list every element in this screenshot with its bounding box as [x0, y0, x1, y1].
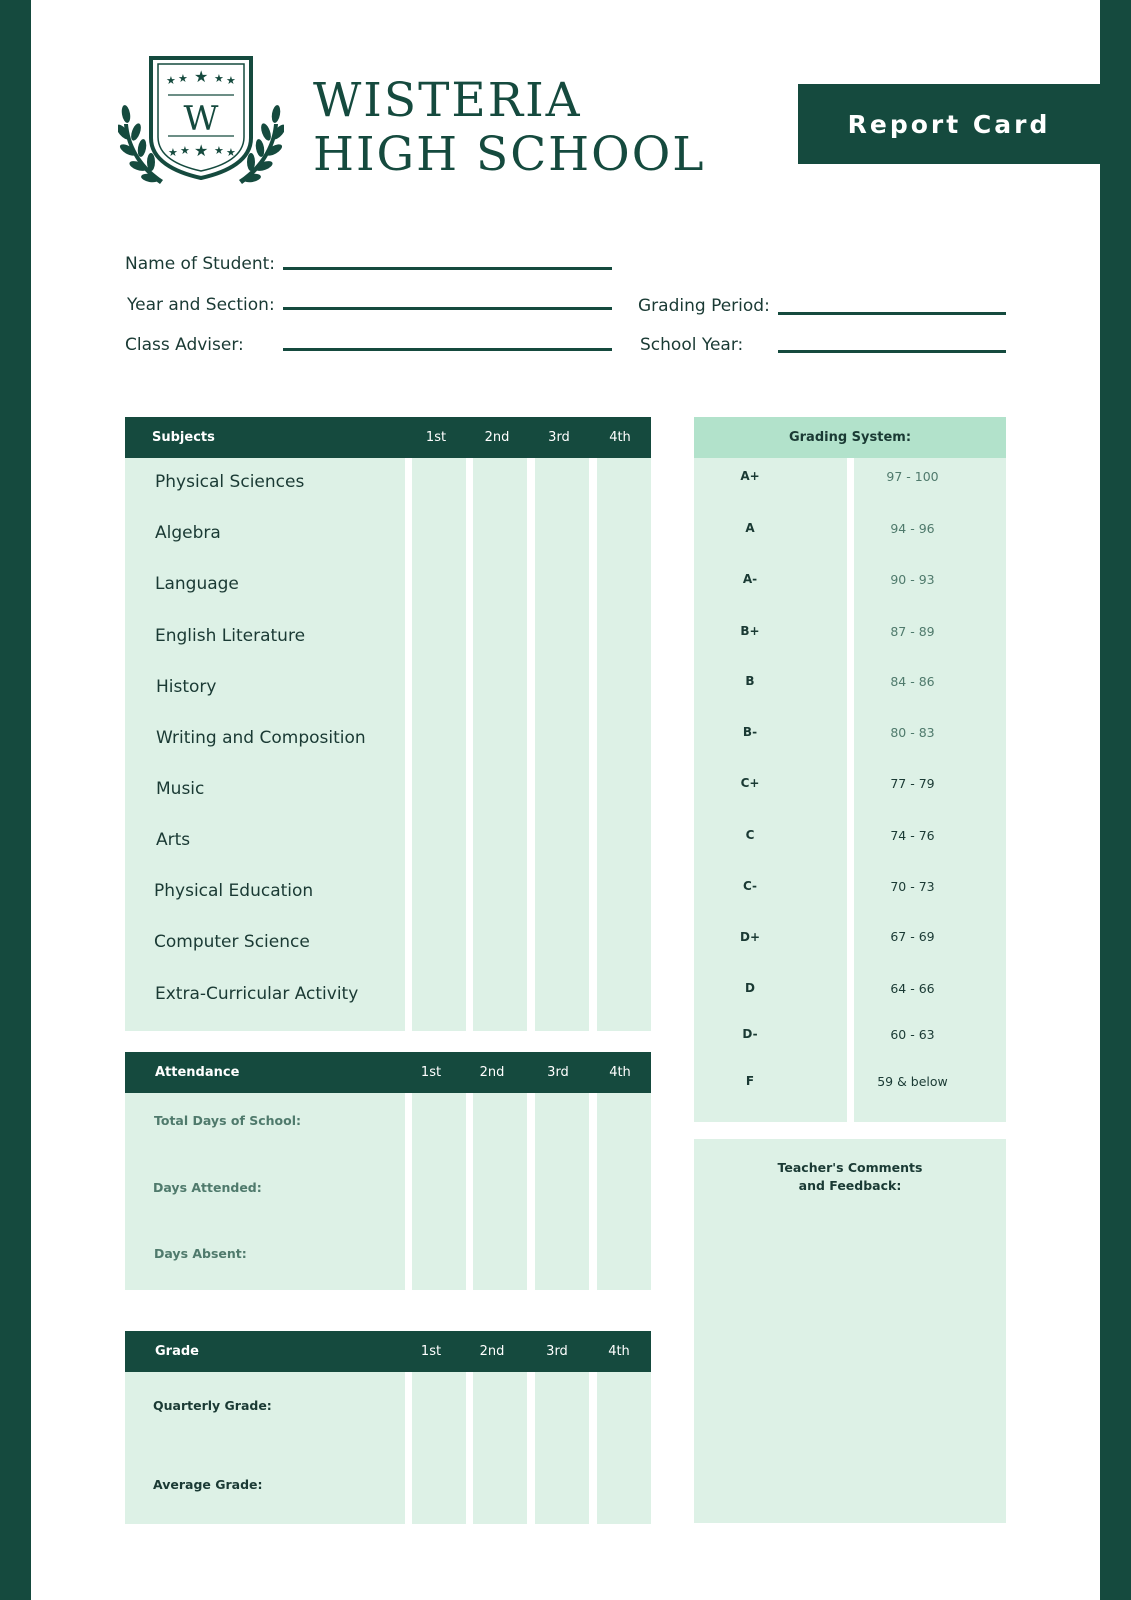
grade-letter-b-plus: B+ — [740, 624, 760, 638]
subjects-q1-column[interactable] — [412, 458, 466, 1031]
svg-text:★: ★ — [194, 141, 209, 160]
svg-text:★: ★ — [178, 72, 188, 85]
grade-label-column — [125, 1372, 405, 1524]
attendance-header-label: Attendance — [155, 1065, 240, 1080]
grading-period-label: Grading Period: — [638, 296, 770, 316]
svg-text:★: ★ — [226, 146, 236, 159]
svg-text:★: ★ — [194, 67, 209, 86]
subject-algebra: Algebra — [155, 523, 221, 543]
attendance-q2-column[interactable] — [473, 1093, 527, 1290]
grade-q2-column[interactable] — [473, 1372, 527, 1524]
grade-letter-d: D — [745, 981, 755, 995]
grade-range-a-minus: 90 - 93 — [890, 572, 935, 587]
year-and-section-label: Year and Section: — [127, 295, 275, 315]
school-name-line1: WISTERIA — [313, 73, 582, 128]
grade-letter-c-minus: C- — [742, 879, 758, 893]
subject-english-literature: English Literature — [155, 626, 306, 646]
name-of-student-label: Name of Student: — [125, 254, 275, 274]
attendance-q3-header: 3rd — [547, 1065, 569, 1080]
grade-letter-d-plus: D+ — [739, 930, 760, 944]
grade-range-b-plus: 87 - 89 — [890, 624, 935, 639]
subject-physical-education: Physical Education — [154, 881, 314, 901]
attendance-q2-header: 2nd — [479, 1065, 505, 1080]
subjects-q2-column[interactable] — [473, 458, 527, 1031]
average-grade-label: Average Grade: — [153, 1477, 263, 1492]
subject-history: History — [156, 677, 217, 697]
attendance-q4-header: 4th — [609, 1065, 631, 1080]
teacher-comments-line1: Teacher's Comments — [777, 1160, 923, 1175]
subject-music: Music — [156, 779, 205, 799]
grade-letter-f: F — [745, 1074, 755, 1088]
grade-range-a-plus: 97 - 100 — [886, 469, 939, 484]
attendance-q4-column[interactable] — [597, 1093, 651, 1290]
quarterly-grade-label: Quarterly Grade: — [153, 1398, 272, 1413]
grade-q4-header: 4th — [608, 1344, 630, 1359]
school-year-label: School Year: — [640, 335, 744, 355]
teacher-comments-box[interactable] — [694, 1139, 1006, 1523]
name-of-student-line[interactable] — [283, 267, 612, 270]
grade-range-a: 94 - 96 — [890, 521, 935, 536]
grade-letter-a-plus: A+ — [740, 469, 760, 483]
subject-physical-sciences: Physical Sciences — [155, 472, 305, 492]
grade-letter-c-plus: C+ — [740, 776, 760, 790]
attendance-q3-column[interactable] — [535, 1093, 589, 1290]
svg-text:★: ★ — [166, 74, 176, 87]
teacher-comments-title — [694, 1159, 1006, 1195]
svg-text:★: ★ — [214, 72, 224, 85]
attendance-table-header — [125, 1052, 651, 1093]
grade-range-c: 74 - 76 — [890, 828, 935, 843]
teacher-comments-line2: and Feedback: — [798, 1178, 902, 1193]
subject-extra-curricular-activity: Extra-Curricular Activity — [155, 984, 359, 1004]
grade-letter-b: B — [745, 674, 755, 688]
grade-range-b: 84 - 86 — [890, 674, 935, 689]
subjects-q3-column[interactable] — [535, 458, 589, 1031]
svg-text:★: ★ — [180, 144, 190, 157]
grade-q3-column[interactable] — [535, 1372, 589, 1524]
grading-period-line[interactable] — [778, 312, 1006, 315]
days-absent-label: Days Absent: — [154, 1246, 247, 1261]
report-card-banner: Report Card — [798, 84, 1100, 164]
grade-range-c-plus: 77 - 79 — [890, 776, 935, 791]
grade-range-b-minus: 80 - 83 — [890, 725, 935, 740]
school-year-line[interactable] — [778, 350, 1006, 353]
crest-letter: W — [183, 99, 219, 139]
left-border-stripe — [0, 0, 31, 1600]
attendance-q1-column[interactable] — [412, 1093, 466, 1290]
subjects-q3-header: 3rd — [548, 430, 570, 445]
grade-q1-column[interactable] — [412, 1372, 466, 1524]
year-and-section-line[interactable] — [283, 307, 612, 310]
days-attended-label: Days Attended: — [153, 1180, 262, 1195]
subjects-header-label: Subjects — [152, 430, 215, 445]
grade-letter-c: C — [745, 828, 755, 842]
subjects-q4-column[interactable] — [597, 458, 651, 1031]
subject-arts: Arts — [156, 830, 191, 850]
school-name-line2: HIGH SCHOOL — [313, 127, 706, 182]
grade-range-f: 59 & below — [877, 1074, 948, 1089]
subjects-q2-header: 2nd — [484, 430, 510, 445]
grade-letter-b-minus: B- — [742, 725, 758, 739]
grade-letter-a: A — [745, 521, 755, 535]
grade-range-d: 64 - 66 — [890, 981, 935, 996]
grade-range-d-plus: 67 - 69 — [890, 929, 935, 944]
class-adviser-label: Class Adviser: — [125, 335, 244, 355]
grade-range-c-minus: 70 - 73 — [890, 879, 935, 894]
school-name — [313, 74, 705, 182]
total-days-of-school-label: Total Days of School: — [154, 1113, 302, 1128]
subjects-q4-header: 4th — [609, 430, 631, 445]
grading-letter-column — [694, 458, 847, 1122]
svg-text:★: ★ — [214, 144, 224, 157]
subject-language: Language — [155, 574, 239, 594]
right-border-stripe — [1100, 0, 1131, 1600]
grade-table-header — [125, 1331, 651, 1372]
grade-letter-d-minus: D- — [742, 1027, 758, 1041]
grade-range-d-minus: 60 - 63 — [890, 1027, 935, 1042]
grading-system-header: Grading System: — [694, 417, 1006, 458]
attendance-q1-header: 1st — [420, 1065, 442, 1080]
grade-header-label: Grade — [155, 1344, 199, 1359]
subject-writing-and-composition: Writing and Composition — [156, 728, 366, 748]
svg-text:★: ★ — [226, 74, 236, 87]
grade-q3-header: 3rd — [546, 1344, 568, 1359]
subject-computer-science: Computer Science — [154, 932, 310, 952]
grade-letter-a-minus: A- — [742, 572, 758, 586]
subjects-q1-header: 1st — [425, 430, 447, 445]
school-crest-icon — [118, 52, 284, 196]
svg-text:★: ★ — [168, 146, 178, 159]
grade-q2-header: 2nd — [479, 1344, 505, 1359]
subjects-table-header — [125, 417, 651, 458]
class-adviser-line[interactable] — [283, 348, 612, 351]
grade-q1-header: 1st — [420, 1344, 442, 1359]
grade-q4-column[interactable] — [597, 1372, 651, 1524]
